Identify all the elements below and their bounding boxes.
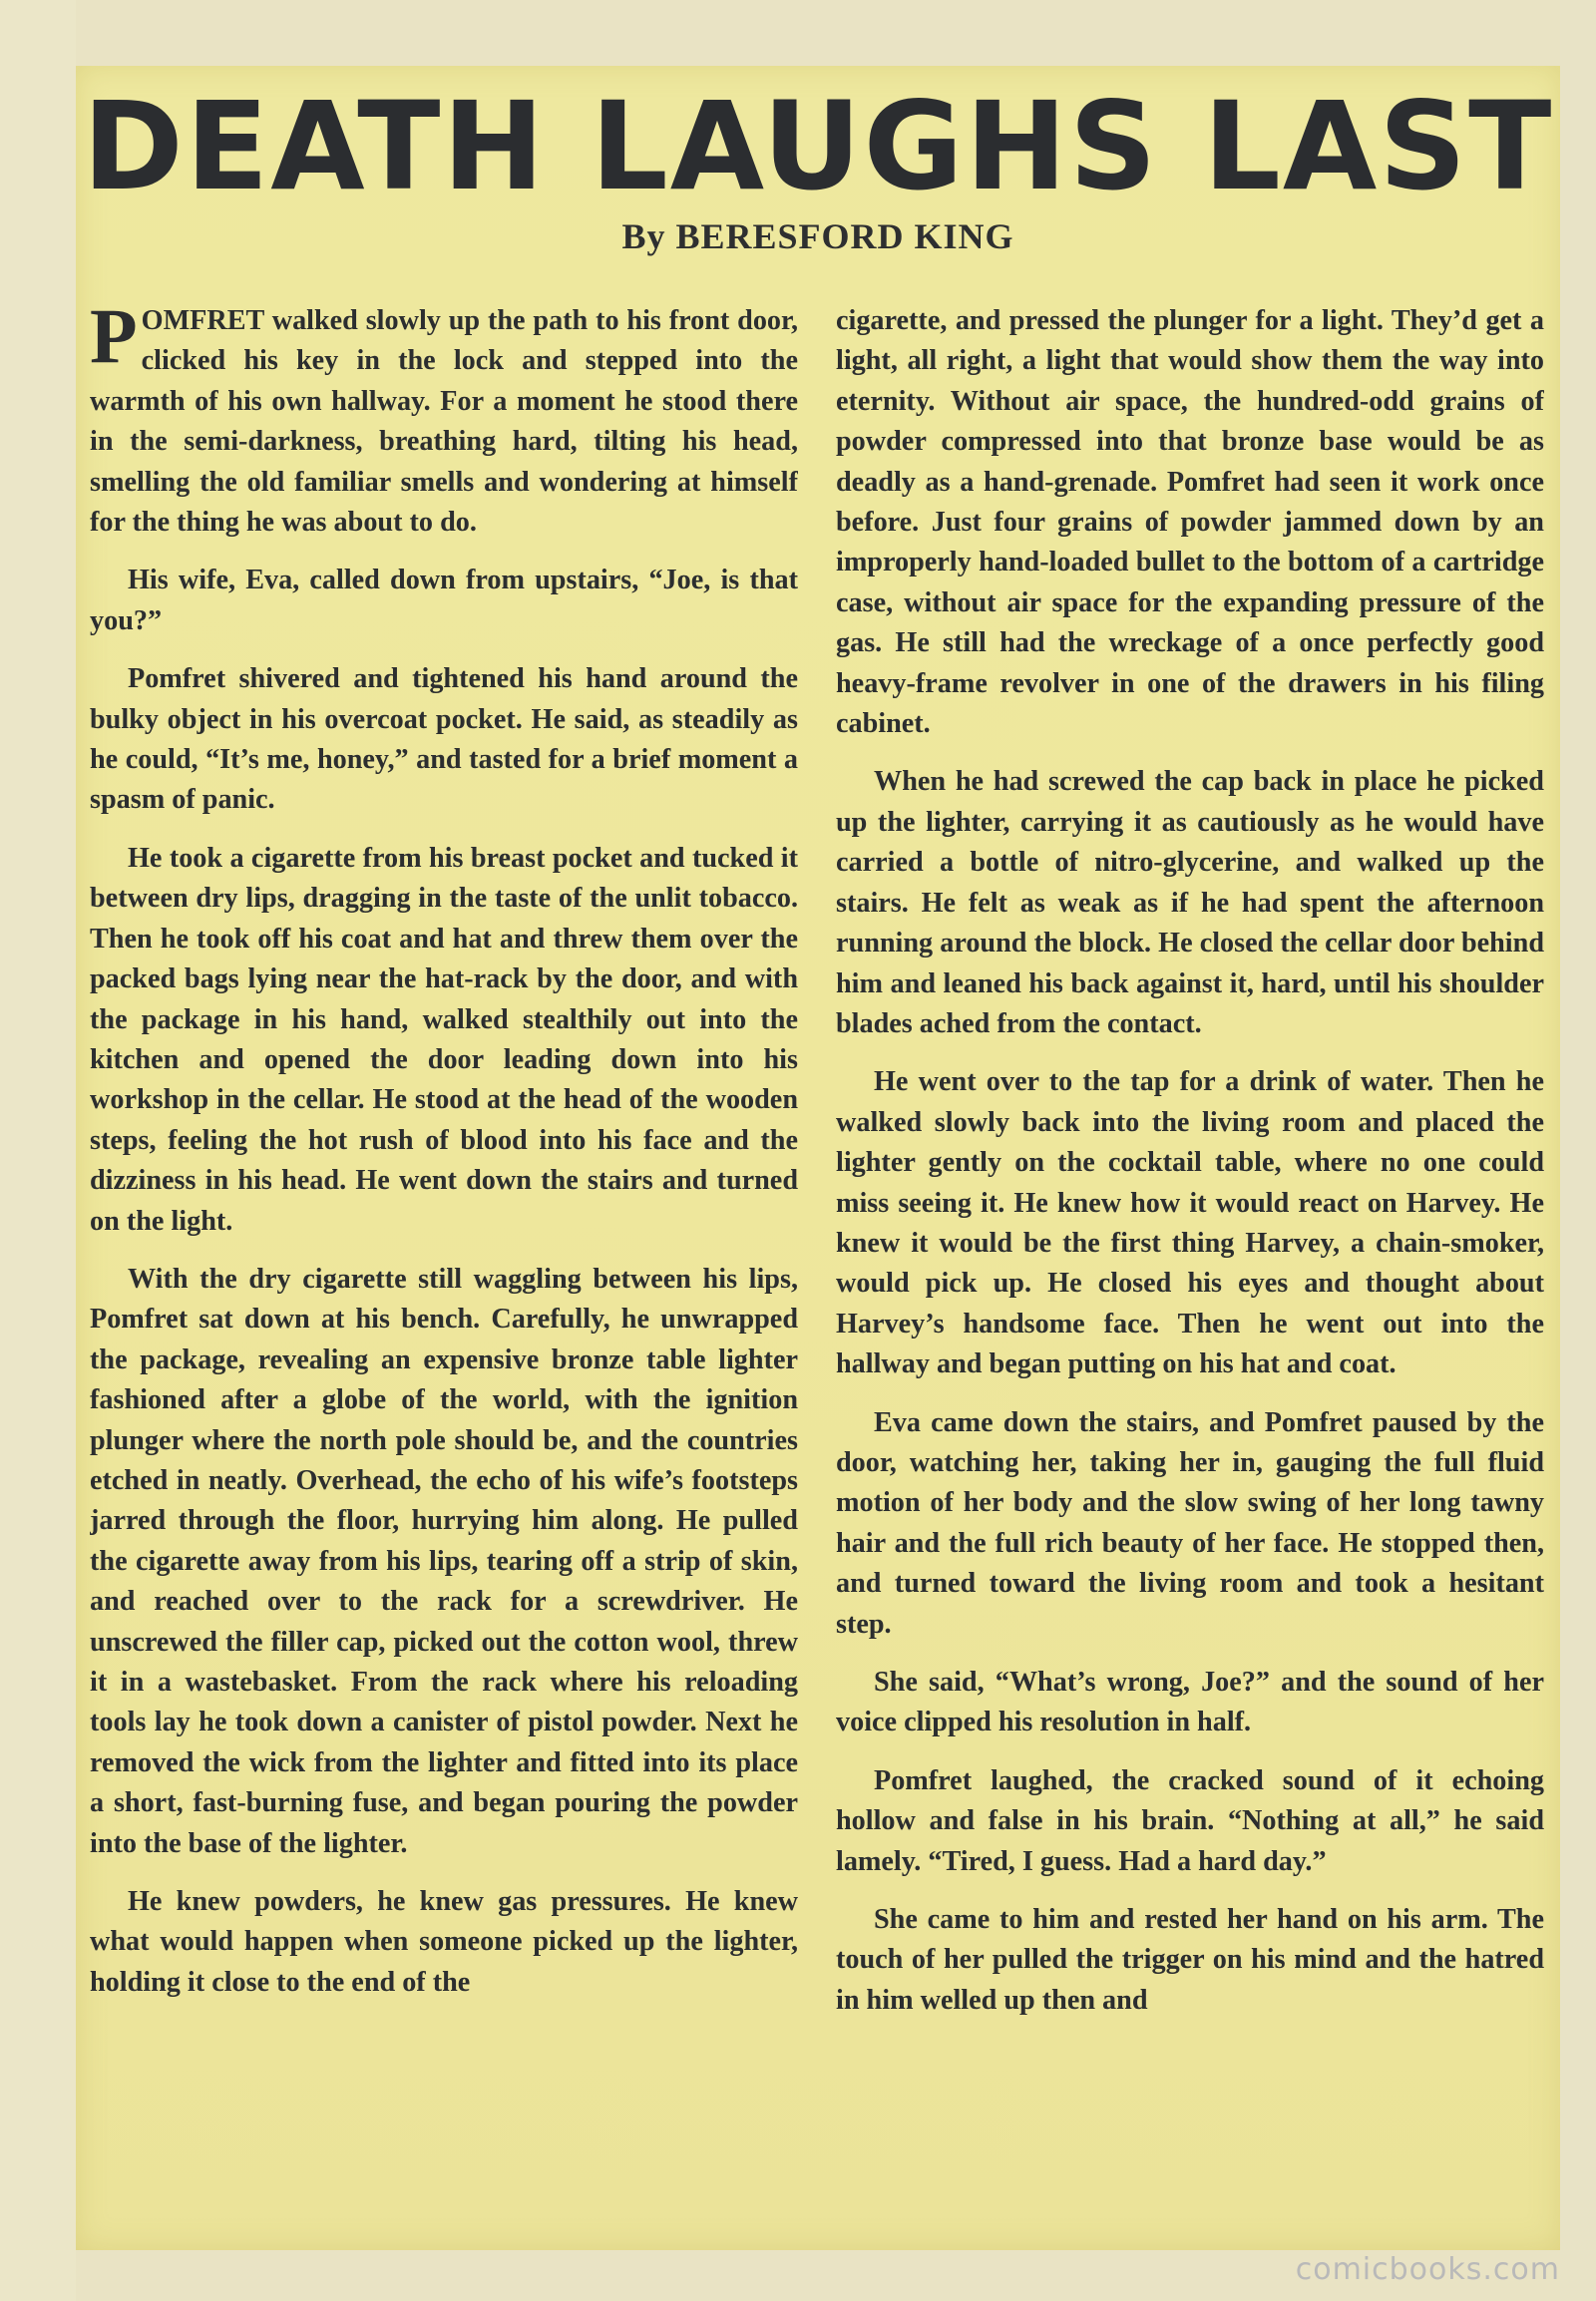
paragraph: Pomfret laughed, the cracked sound of it echoing hollow and false in his brain. “Nothing at all,” he said lamely. “Tired, I guess. Had a hard day.” [836,1764,1544,1877]
paragraph: Eva came down the stairs, and Pomfret paused by the door, watching her, taking her in, gauging the full fluid motion of her body and the slow swing of her long tawny hair and the full rich beauty of her face. He stopped then, and turned toward the living room and took a hesitant step. [836,1406,1544,1640]
paragraph: POMFRET walked slowly up the path to his front door, clicked his key in the lock and stepped into the warmth of his own hallway. For a moment he stood there in the semi-darkness, breathing hard, tilting his head, smelling the old familiar smells and wondering at himself for the thing he was about to do. [90,301,798,539]
author-byline: By BERESFORD KING [621,216,1014,256]
paragraph: He took a cigarette from his breast pocket and tucked it between dry lips, dragging in the taste of the unlit tobacco. Then he took off his coat and hat and threw them over the packed bags lying near the hat-rack by the door, and with the package in his hand, walked stealthily out into the kitchen and opened the door leading down into his workshop in the cellar. He stood at the head of the wooden steps, feeling the hot rush of blood into his face and the dizziness in his head. He went down the stairs and turned on the light. [90,842,798,1237]
paragraph: He went over to the tap for a drink of water. Then he walked slowly back into the living room and placed the lighter gently on the cocktail table, where no one could miss seeing it. He knew how it would react on Harvey. He knew it would be the first thing Harvey, a chain-smoker, would pick up. He closed his eyes and thought about Harvey’s handsome face. Then he went out into the hallway and began putting on his hat and coat. [836,1066,1544,1380]
paragraph: With the dry cigarette still waggling between his lips, Pomfret sat down at his bench. Carefully, he unwrapped the package, revealing an expensive bronze table lighter fashioned after a globe of the world, with the ignition plunger where the north pole should be, and the countries etched in neatly. Overhead, the echo of his wife’s footsteps jarred through the floor, hurrying him along. He pulled the cigarette away from his lips, tearing off a strip of skin, and reached over to the rack for a screwdriver. He unscrewed the filler cap, picked out the cotton wool, threw it in a wastebasket. From the rack where his reloading tools lay he took down a canister of pistol powder. Next he removed the wick from the lighter and fitted into its place a short, fast-burning fuse, and began pouring the powder into the base of the lighter. [90,1263,798,1859]
paragraph: She said, “What’s wrong, Joe?” and the sound of her voice clipped his resolution in half. [836,1667,1544,1738]
watermark-text: comicbooks.com [1295,2252,1560,2287]
right-column [836,301,1544,2236]
right-page-margin [1560,0,1596,2301]
left-page-margin [0,0,76,2301]
drop-cap: P [90,301,138,379]
paragraph: She came to him and rested her hand on his arm. The touch of her pulled the trigger on his mind and the hatred in him welled up then and [836,1904,1544,2016]
paragraph: Pomfret shivered and tightened his hand around the bulky object in his overcoat pocket. He said, as steadily as he could, “It’s me, honey,” and tasted for a brief moment a spasm of panic. [90,663,798,816]
left-column [90,301,798,2236]
paragraph: cigarette, and pressed the plunger for a light. They’d get a light, all right, a light that would show them the way into eternity. Without air space, the hundred-odd grains of powder compressed into that bronze base would be as deadly as a hand-grenade. Pomfret had seen it work once before. Just four grains of powder jammed down by an improperly hand-loaded bullet to the bottom of a cartridge case, without air space for the expanding pressure of the gas. He still had the wreckage of a once perfectly good heavy-frame revolver in one of the drawers in his filing cabinet. [836,305,1544,740]
story-page [76,66,1560,2250]
paragraph: He knew powders, he knew gas pressures. He knew what would happen when someone picked up the lighter, holding it close to the end of the [90,1886,798,1998]
paragraph: When he had screwed the cap back in place he picked up the lighter, carrying it as cautiously as he would have carried a bottle of nitro-glycerine, and walked up the stairs. He felt as weak as if he had spent the afternoon running around the block. He closed the cellar door behind him and leaned his back against it, hard, until his shoulder blades ached from the contact. [836,766,1544,1039]
story-title: DEATH LAUGHS LAST [82,76,1554,217]
paragraph: His wife, Eva, called down from upstairs, “Joe, is that you?” [90,565,798,636]
